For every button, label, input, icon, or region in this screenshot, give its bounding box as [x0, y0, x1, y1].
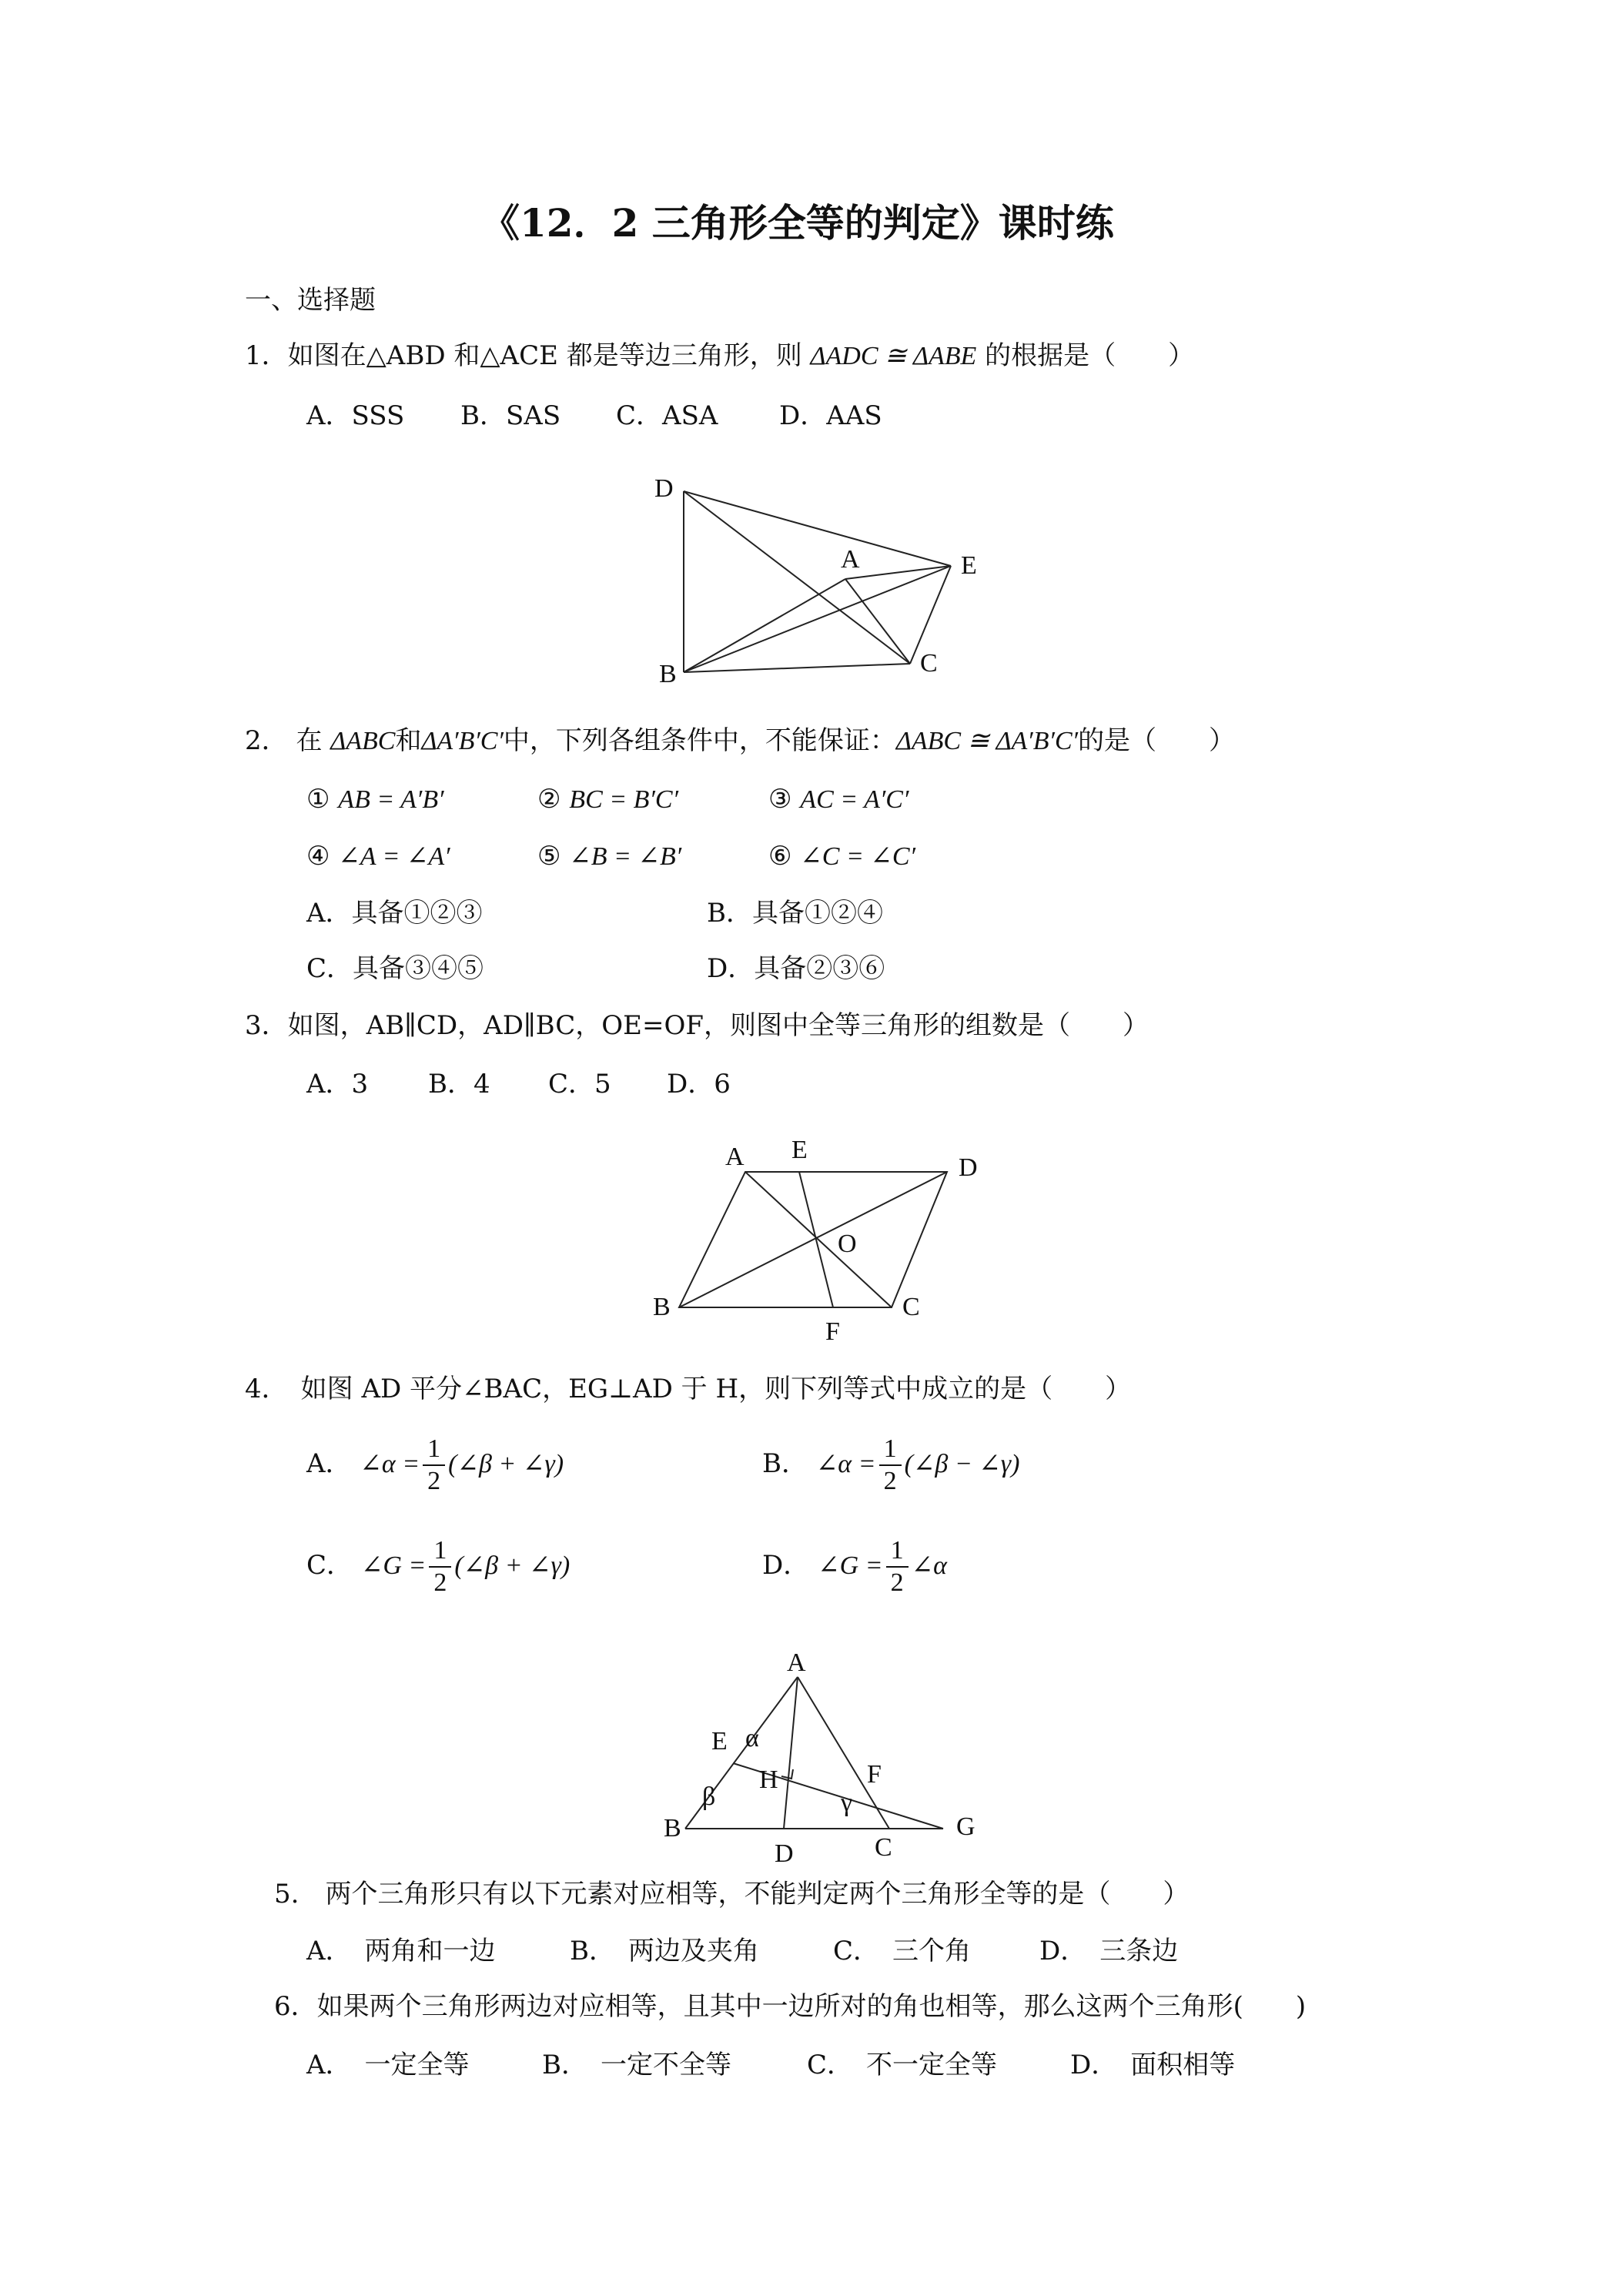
- q4-stem: 4． 如图 AD 平分∠BAC，EG⊥AD 于 H，则下列等式中成立的是（ ）: [245, 1374, 1132, 1404]
- q2-cond-3-mark: ③: [768, 784, 792, 815]
- q4-option-c-rhs: (∠β + ∠γ): [454, 1551, 571, 1580]
- q1-label-c: C: [920, 649, 938, 678]
- q6-stem: 6．如果两个三角形两边对应相等，且其中一边所对的角也相等，那么这两个三角形( ): [274, 1991, 1307, 2022]
- q4-label-e: E: [711, 1727, 728, 1755]
- q3-option-a: A．3: [306, 1069, 369, 1099]
- q4-option-d-letter: D．: [762, 1550, 810, 1581]
- q4-option-d-lhs: ∠G =: [818, 1551, 883, 1580]
- q4-label-d: D: [775, 1839, 794, 1868]
- q4-option-a-denominator: 2: [427, 1467, 441, 1495]
- q2-cond-2-mark: ②: [537, 784, 561, 815]
- q3-label-e: E: [791, 1136, 808, 1164]
- q2-tri1: ΔABC: [330, 727, 396, 755]
- q1-option-d: D．AAS: [779, 400, 882, 431]
- q2-option-a: A．具备①②③: [306, 898, 483, 929]
- q6-option-b: B． 一定不全等: [542, 2050, 731, 2080]
- q4-label-gamma: γ: [841, 1789, 853, 1817]
- q1-label-e: E: [961, 551, 977, 580]
- q3-label-d: D: [959, 1153, 978, 1182]
- q4-option-c-denominator: 2: [433, 1568, 447, 1597]
- q2-cond-2: [537, 782, 678, 817]
- q2-cond-5: [537, 839, 681, 874]
- q1-tail: 的根据是（ ）: [985, 340, 1195, 371]
- q6-option-d: D． 面积相等: [1070, 2050, 1236, 2080]
- q2-tri2: ΔA′B′C′: [421, 727, 504, 755]
- q5-option-c: C． 三个角: [833, 1936, 972, 1966]
- q2-tail: 的是（ ）: [1078, 725, 1236, 756]
- q2-num: 2．: [245, 725, 288, 756]
- section-heading: 一、选择题: [245, 285, 376, 316]
- q4-right-angle-mark: [781, 1769, 793, 1779]
- q1-label-b: B: [659, 660, 677, 688]
- q2-cond-6-mark: ⑥: [768, 841, 792, 872]
- q1-seg-de: [684, 491, 951, 566]
- q2-cond-2-expr: BC = B′C′: [569, 785, 679, 814]
- q2-cond-4: [306, 839, 450, 874]
- q2-mid: 和: [395, 725, 422, 756]
- q4-option-b-lhs: ∠α =: [815, 1450, 876, 1478]
- q2-option-c: C．具备③④⑤: [306, 953, 484, 984]
- q3-label-o: O: [838, 1230, 857, 1258]
- q3-label-c: C: [902, 1293, 920, 1321]
- q3-seg-ef: [799, 1172, 833, 1307]
- q4-option-a-letter: A．: [306, 1448, 352, 1479]
- q4-option-c: [306, 1535, 570, 1598]
- q2-pre: 在: [296, 725, 323, 756]
- q6-option-c: C． 不一定全等: [807, 2050, 998, 2080]
- q3-figure: [653, 1136, 978, 1346]
- q2-cond-1: [306, 782, 444, 817]
- q3-stem: 3．如图，AB∥CD，AD∥BC，OE=OF，则图中全等三角形的组数是（ ）: [245, 1010, 1149, 1041]
- q4-option-b: [762, 1434, 1020, 1497]
- q4-label-h: H: [759, 1766, 778, 1794]
- q2-cond-1-mark: ①: [306, 784, 330, 815]
- q4-option-d-denominator: 2: [890, 1568, 904, 1597]
- page-title: 《12．2 三角形全等的判定》课时练: [481, 200, 1114, 246]
- q2-cond-1-expr: AB = A′B′: [338, 785, 444, 814]
- q4-option-a-fraction: [423, 1434, 445, 1497]
- q4-label-beta: β: [702, 1782, 716, 1811]
- q4-seg-ad: [784, 1677, 798, 1829]
- q4-option-c-lhs: ∠G =: [360, 1551, 427, 1580]
- q1-stem-text: 1．如图在△ABD 和△ACE 都是等边三角形，则: [245, 340, 802, 371]
- q4-option-c-letter: C．: [306, 1550, 353, 1581]
- q4-option-a-rhs: (∠β + ∠γ): [448, 1450, 564, 1478]
- q3-label-a: A: [725, 1143, 745, 1171]
- q1-option-c: C．ASA: [616, 400, 718, 431]
- q2-cond-6: [768, 839, 915, 874]
- q2-math: ΔABC ≅ ΔA′B′C′: [895, 727, 1079, 755]
- q3-option-b: B．4: [428, 1069, 490, 1099]
- q1-seg-dc: [684, 491, 910, 664]
- q4-option-c-fraction: [429, 1535, 451, 1598]
- q4-label-g: G: [956, 1812, 975, 1841]
- q4-option-a-lhs: ∠α =: [360, 1450, 420, 1478]
- q1-label-a: A: [841, 545, 860, 574]
- q1-label-d: D: [654, 474, 674, 503]
- q4-option-a-numerator: 1: [423, 1434, 445, 1466]
- q4-label-alpha: α: [745, 1724, 759, 1752]
- q3-seg-bd: [679, 1172, 947, 1307]
- q5-option-a: A． 两角和一边: [306, 1936, 496, 1966]
- q4-option-a: [306, 1434, 564, 1497]
- q3-label-f: F: [825, 1317, 840, 1346]
- q4-label-a: A: [787, 1648, 806, 1677]
- q2-text2: 中，下列各组条件中，不能保证：: [503, 725, 896, 756]
- q4-option-d: [762, 1535, 947, 1598]
- q4-option-c-numerator: 1: [429, 1535, 451, 1568]
- q1-figure: [654, 474, 977, 688]
- q2-cond-5-expr: ∠B = ∠B′: [569, 842, 682, 871]
- q4-option-d-numerator: 1: [886, 1535, 909, 1568]
- q4-figure: [664, 1648, 975, 1868]
- q4-option-d-fraction: [886, 1535, 909, 1598]
- q4-option-b-rhs: (∠β − ∠γ): [904, 1450, 1020, 1478]
- q5-option-b: B． 两边及夹角: [570, 1936, 759, 1966]
- q4-option-b-letter: B．: [762, 1448, 808, 1479]
- q2-stem: [245, 724, 1235, 758]
- q1-option-a: A．SSS: [306, 400, 405, 431]
- q4-option-b-numerator: 1: [879, 1434, 902, 1466]
- q4-option-b-fraction: [879, 1434, 902, 1497]
- q2-cond-5-mark: ⑤: [537, 841, 561, 872]
- q4-label-f: F: [867, 1760, 882, 1789]
- q1-option-b: B．SAS: [460, 400, 561, 431]
- q1-seg-bc: [684, 664, 910, 672]
- q1-math: ΔADC ≅ ΔABE: [810, 342, 977, 370]
- q2-cond-3-expr: AC = A′C′: [800, 785, 909, 814]
- q2-cond-4-mark: ④: [306, 841, 330, 872]
- q1-seg-ba: [684, 579, 845, 672]
- q5-stem: 5. 两个三角形只有以下元素对应相等，不能判定两个三角形全等的是（ ）: [274, 1879, 1190, 1909]
- q1-seg-be: [684, 566, 951, 672]
- q3-option-d: D．6: [667, 1069, 731, 1099]
- q2-cond-4-expr: ∠A = ∠A′: [338, 842, 450, 871]
- q4-label-b: B: [664, 1814, 681, 1842]
- q6-option-a: A． 一定全等: [306, 2050, 470, 2080]
- q5-option-d: D． 三条边: [1039, 1936, 1179, 1966]
- q2-option-d: D．具备②③⑥: [707, 953, 885, 984]
- q2-cond-6-expr: ∠C = ∠C′: [800, 842, 916, 871]
- q3-option-c: C．5: [548, 1069, 611, 1099]
- q3-label-b: B: [653, 1293, 671, 1321]
- q4-option-d-rhs: ∠α: [911, 1551, 947, 1580]
- q2-cond-3: [768, 782, 909, 817]
- q3-seg-ac: [745, 1172, 892, 1307]
- q4-label-c: C: [875, 1833, 892, 1862]
- q2-option-b: B．具备①②④: [707, 898, 883, 929]
- q4-option-b-denominator: 2: [883, 1467, 897, 1495]
